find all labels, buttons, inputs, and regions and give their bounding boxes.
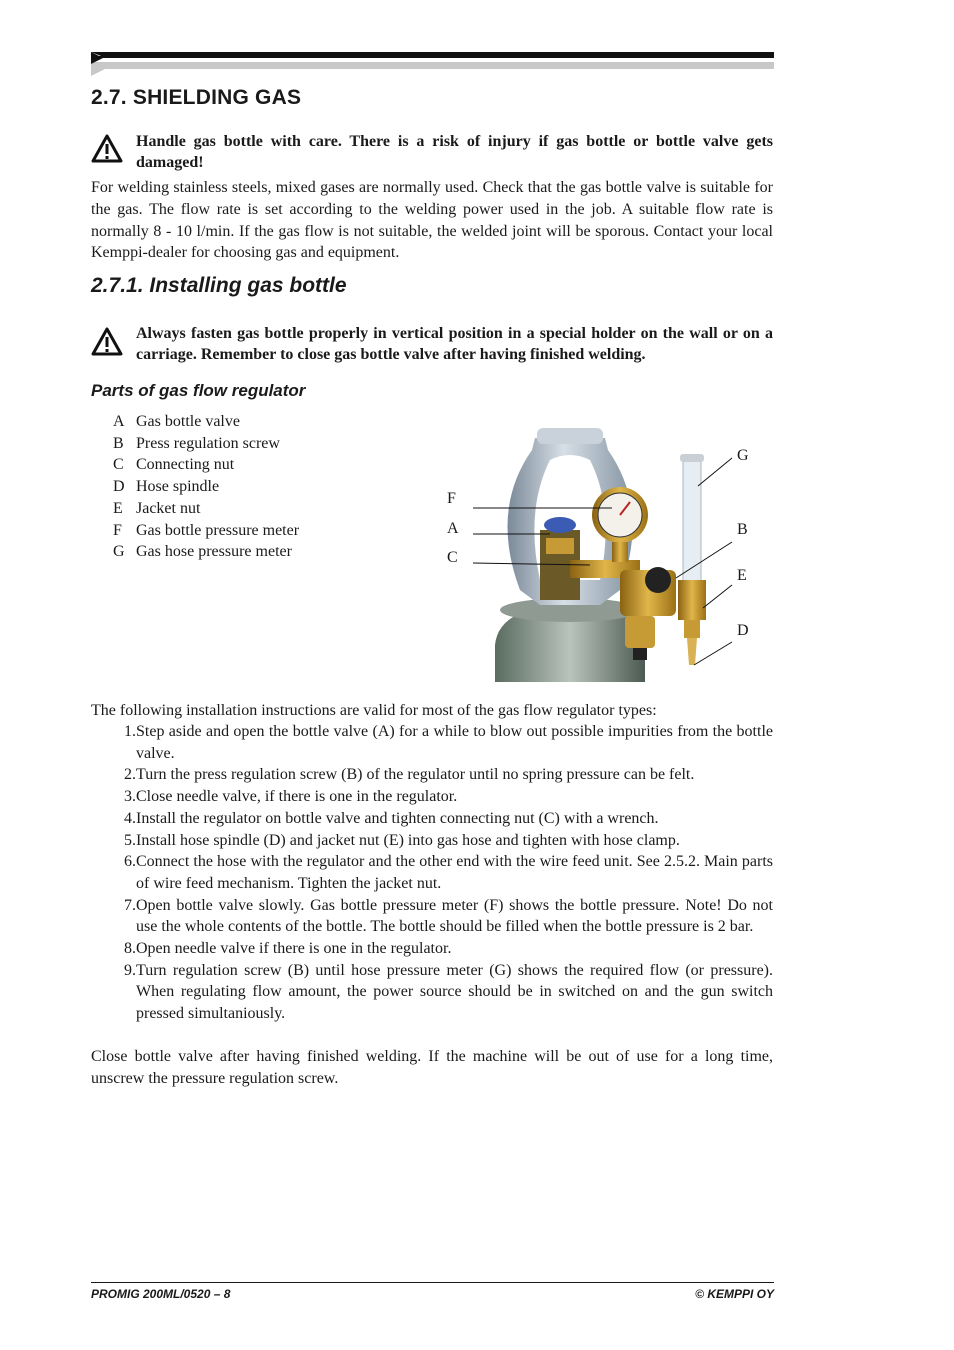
parts-list [113, 411, 299, 563]
list-item: 1. Step aside and open the bottle valve (A) for a while to blow out possible impurities from the bottle valve. [124, 723, 773, 762]
figure-label-e: E [737, 567, 747, 584]
figure-label-b: B [737, 521, 748, 538]
section-title: 2.7. SHIELDING GAS [91, 86, 302, 109]
list-item: E Jacket nut [113, 499, 201, 517]
footer-left: PROMIG 200ML/0520 – 8 [91, 1287, 231, 1301]
intro-paragraph: For welding stainless steels, mixed gases are normally used. Check that the gas bottle valve is suitable for the gas. The flow rate is set according to the welding power used in the job. A suitable flow rate is normally 8 - 10 l/min. If the gas flow is not suitable, the welded joint will be sporous. Contact your local Kemppi-dealer for choosing gas and equipment. [91, 179, 773, 262]
list-item: G Gas hose pressure meter [113, 543, 292, 561]
figure-label-g: G [737, 447, 749, 464]
warning-icon [91, 327, 123, 357]
header-rule [91, 50, 774, 76]
parts-title: Parts of gas flow regulator [91, 381, 306, 400]
list-item: A Gas bottle valve [113, 413, 240, 430]
footer-rule [91, 1282, 774, 1283]
warning-icon [91, 134, 123, 164]
warning-text-2: Always fasten gas bottle properly in vertical position in a special holder on the wall or on a carriage. Remember to close gas bottle valve after having finished welding. [136, 325, 773, 363]
figure-label-a: A [447, 520, 459, 537]
instruction-steps [91, 721, 773, 1025]
figure-label-d: D [737, 622, 749, 639]
subsection-title: 2.7.1. Installing gas bottle [91, 274, 347, 297]
list-item: D Hose spindle [113, 478, 220, 496]
instructions-intro: The following installation instructions are valid for most of the gas flow regulator types: [91, 702, 657, 719]
closing-paragraph: Close bottle valve after having finished welding. If the machine will be out of use for a long time, unscrew the pressure regulation screw. [91, 1048, 773, 1087]
list-item: 3. Close needle valve, if there is one in the regulator. [124, 788, 458, 806]
figure-label-c: C [447, 549, 458, 566]
figure-label-f: F [447, 490, 456, 507]
list-item: F Gas bottle pressure meter [113, 521, 300, 539]
warning-text-1: Handle gas bottle with care. There is a risk of injury if gas bottle or bottle valve gets damaged! [136, 133, 773, 171]
gas-regulator-figure [440, 420, 760, 682]
list-item: 2. Turn the press regulation screw (B) of the regulator until no spring pressure can be felt. [124, 766, 695, 784]
list-item: C Connecting nut [113, 456, 235, 474]
list-item: 4. Install the regulator on bottle valve and tighten connecting nut (C) with a wrench. [124, 809, 659, 827]
list-item: 8. Open needle valve if there is one in the regulator. [124, 940, 452, 958]
list-item: 6. Connect the hose with the regulator and the other end with the wire feed unit. See 2.5.2. Main parts of wire feed mechanism. Tighten the jacket nut. [124, 853, 773, 892]
list-item: B Press regulation screw [113, 434, 280, 452]
list-item: 9. Turn regulation screw (B) until hose pressure meter (G) shows the required flow (or pressure). When regulating flow amount, the power source should be in switched on and the gun switch pressed simultaniously. [124, 961, 773, 1023]
list-item: 5. Install hose spindle (D) and jacket nut (E) into gas hose and tighten with hose clamp. [124, 831, 680, 849]
footer-right: © KEMPPI OY [695, 1287, 774, 1301]
list-item: 7. Open bottle valve slowly. Gas bottle pressure meter (F) shows the bottle pressure. Note! Do not use the whole contents of the bottle. The bottle should be filled when the bottle pressure is 2 bar. [124, 896, 773, 936]
